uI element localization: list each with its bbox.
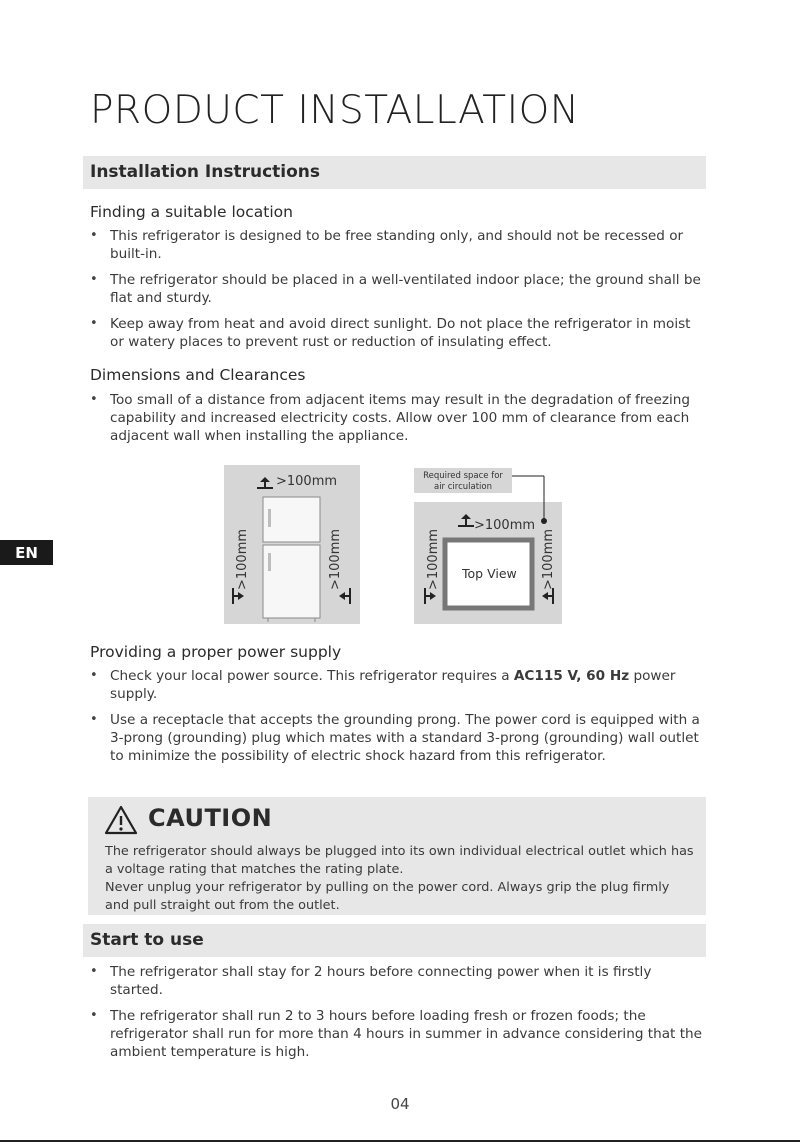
right-clearance-label: >100mm xyxy=(541,528,556,590)
page-title: PRODUCT INSTALLATION xyxy=(90,88,580,133)
front-view-diagram xyxy=(224,465,360,624)
caution-box xyxy=(88,797,706,915)
callout-line-1: Required space for xyxy=(423,471,503,481)
list-item xyxy=(88,667,708,703)
subheading-power: Providing a proper power supply xyxy=(90,643,342,661)
list-item: • The refrigerator should be placed in a well-ventilated indoor place; the ground shall be flat and sturdy. xyxy=(88,271,708,307)
caution-title: CAUTION xyxy=(148,804,273,832)
callout-line-2: air circulation xyxy=(433,482,493,492)
top-clearance-label: >100mm xyxy=(276,474,338,489)
left-clearance-label: >100mm xyxy=(426,528,441,590)
right-clearance-label: >100mm xyxy=(328,528,343,590)
list-item: • The refrigerator shall stay for 2 hours before connecting power when it is firstly started. xyxy=(88,963,708,999)
warning-icon xyxy=(104,805,138,835)
top-view-label: Top View xyxy=(462,566,517,581)
top-view-diagram xyxy=(414,468,562,624)
list-item: • The refrigerator shall run 2 to 3 hours before loading fresh or frozen foods; the refrigerator shall run for more than 4 hours in summer in advance considering that the ambient temperature is high. xyxy=(88,1007,708,1061)
list-item: • Use a receptacle that accepts the grounding prong. The power cord is equipped with a 3-prong (grounding) plug which mates with a standard 3-prong (grounding) wall outlet to minimize the possibility of electric shock hazard from this refrigerator. xyxy=(88,711,708,765)
bottom-rule xyxy=(0,1140,800,1142)
power-spec: AC115 V, 60 Hz xyxy=(513,668,630,684)
power-bullet-list xyxy=(88,667,708,773)
section-header-label: Installation Instructions xyxy=(90,162,321,182)
page-number: 04 xyxy=(390,1095,410,1113)
list-item: • Keep away from heat and avoid direct sunlight. Do not place the refrigerator in moist or watery places to prevent rust or reduction of insulating effect. xyxy=(88,315,708,351)
top-clearance-label: >100mm xyxy=(474,518,536,533)
subheading-location: Finding a suitable location xyxy=(90,203,293,221)
language-tab: EN xyxy=(0,540,53,565)
left-clearance-label: >100mm xyxy=(235,528,250,590)
subheading-dimensions: Dimensions and Clearances xyxy=(90,366,306,384)
section-header-start xyxy=(83,924,706,957)
start-bullet-list xyxy=(88,963,708,1069)
caution-text: The refrigerator should always be plugged into its own individual electrical outlet which has a voltage rating that matches the rating plate. Never unplug your refrigerator by pulling on the power cord. Always grip the plug firmly and pull straight out from the outlet. xyxy=(105,844,694,913)
section-header-label: Start to use xyxy=(90,930,204,950)
list-item: • Too small of a distance from adjacent items may result in the degradation of freezing capability and increased electricity costs. Allow over 100 mm of clearance from each adjacent wall when installing the appliance. xyxy=(88,391,708,445)
list-item: • This refrigerator is designed to be free standing only, and should not be recessed or built-in. xyxy=(88,227,708,263)
power-text-pre: Check your local power source. This refrigerator requires a xyxy=(110,668,514,684)
power-text-post: power supply. xyxy=(110,668,676,702)
